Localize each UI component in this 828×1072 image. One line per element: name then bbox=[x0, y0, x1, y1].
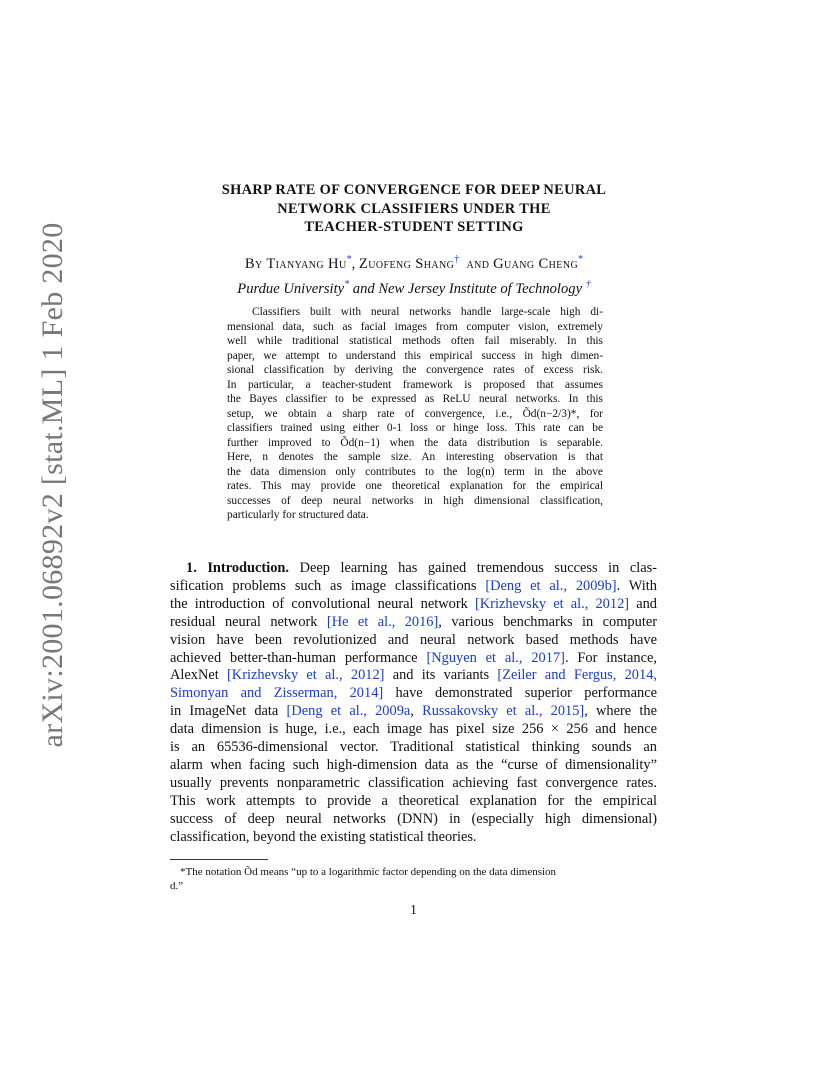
page-number: 1 bbox=[410, 902, 417, 917]
footnote bbox=[170, 865, 657, 893]
abstract-line: sional classification by deriving the convergence rates of excess risk. bbox=[227, 364, 603, 376]
author-conjunction: and bbox=[466, 255, 490, 272]
author-list: By Tianyang Hu*, Zuofeng Shang† and Guang Cheng* bbox=[244, 254, 584, 272]
abstract-line: In particular, a teacher-student framework is proposed that assumes bbox=[227, 378, 603, 391]
abstract-line: further improved to Õd(n−1) when the data distribution is separable. bbox=[227, 436, 603, 449]
body-line: vision have been revolutionized and neural network based methods have bbox=[170, 631, 657, 648]
abstract-line: particularly for structured data. bbox=[227, 509, 369, 521]
abstract-line: rates. This may provide one theoretical explanation for the empirical bbox=[227, 480, 603, 492]
body-line: data dimension is huge, i.e., each image has pixel size 256 × 256 and hence bbox=[170, 721, 657, 738]
citation-link[interactable]: [Nguyen et al., 2017] bbox=[426, 649, 565, 666]
body-line: 1. Introduction. Deep learning has gained tremendous success in clas- bbox=[186, 560, 657, 576]
abstract-line: well while traditional statistical methods often fail miserably. In this bbox=[227, 335, 603, 347]
affiliation-mark: † bbox=[585, 279, 591, 290]
abstract-line: Here, n denotes the sample size. An interesting observation is that bbox=[227, 451, 603, 463]
affiliation-name: Purdue University bbox=[237, 280, 345, 297]
author-name: Guang Cheng bbox=[493, 255, 579, 272]
body-line: the introduction of convolutional neural network [Krizhevsky et al., 2012] and bbox=[170, 595, 657, 612]
body-line: sification problems such as image classifications [Deng et al., 2009b]. With bbox=[170, 577, 657, 594]
citation-link[interactable]: [Zeiler and Fergus, 2014, bbox=[497, 667, 657, 684]
affiliation-name: and New Jersey Institute of Technology bbox=[349, 280, 586, 297]
abstract-line: paper, we attempt to understand this empirical success in high dimen- bbox=[227, 349, 603, 362]
section-heading: 1. Introduction. bbox=[186, 560, 290, 576]
body-line: alarm when facing such high-dimension data as the “curse of dimensionality” bbox=[170, 756, 657, 773]
arxiv-identifier-stamp: arXiv:2001.06892v2 [stat.ML] 1 Feb 2020 bbox=[36, 222, 69, 748]
body-line: classification, beyond the existing statistical theories. bbox=[170, 828, 477, 845]
title-line: SHARP RATE OF CONVERGENCE FOR DEEP NEURAL bbox=[221, 182, 607, 198]
abstract bbox=[227, 305, 603, 523]
body-line: in ImageNet data [Deng et al., 2009a, Russakovsky et al., 2015], where the bbox=[170, 703, 657, 720]
citation-link[interactable]: Russakovsky et al., 2015] bbox=[422, 703, 585, 720]
body-line: achieved better-than-human performance [Nguyen et al., 2017]. For instance, bbox=[170, 649, 658, 666]
affiliation-mark: * bbox=[346, 254, 352, 265]
body-line: residual neural network [He et al., 2016], various benchmarks in computer bbox=[170, 613, 657, 630]
body-line: usually prevents nonparametric classification achieving fast convergence rates. bbox=[170, 774, 657, 791]
citation-link[interactable]: [Krizhevsky et al., 2012] bbox=[227, 667, 385, 684]
footnote-line: d.” bbox=[170, 880, 184, 892]
citation-link[interactable]: [Krizhevsky et al., 2012] bbox=[474, 595, 630, 612]
abstract-line: Classifiers built with neural networks handle large-scale high di- bbox=[252, 306, 603, 318]
title-line: TEACHER-STUDENT SETTING bbox=[304, 219, 524, 235]
author-prefix: By bbox=[244, 255, 263, 272]
abstract-line: setup, we obtain a sharp rate of convergence, i.e., Õd(n−2/3)*, for bbox=[227, 407, 603, 420]
introduction-section bbox=[170, 560, 657, 847]
affiliations bbox=[170, 279, 658, 298]
footnote-divider bbox=[170, 859, 268, 860]
citation-link[interactable]: [Deng et al., 2009a bbox=[286, 703, 411, 720]
body-line: success of deep neural networks (DNN) in (especially high dimensional) bbox=[170, 810, 657, 827]
abstract-line: classifiers trained using either 0-1 loss or hinge loss. This rate can be bbox=[227, 422, 603, 434]
paper-title bbox=[170, 181, 658, 237]
footnote-line: *The notation Õd means “up to a logarithmic factor depending on the data dimension bbox=[180, 866, 557, 878]
author-name: Zuofeng Shang bbox=[358, 255, 455, 272]
body-line: Simonyan and Zisserman, 2014] have demonstrated superior performance bbox=[170, 685, 657, 702]
abstract-line: the Bayes classifier to be expressed as ReLU neural networks. In this bbox=[227, 393, 603, 405]
abstract-line: the data dimension only contributes to the log(n) term in the above bbox=[227, 465, 603, 478]
body-line: This work attempts to provide a theoretical explanation for the empirical bbox=[170, 792, 657, 809]
affiliation-mark: * bbox=[578, 254, 584, 265]
affiliation-mark: * bbox=[344, 279, 350, 290]
citation-link[interactable]: [Deng et al., 2009b] bbox=[485, 577, 617, 594]
affiliation-mark: † bbox=[454, 254, 460, 265]
body-line: AlexNet [Krizhevsky et al., 2012] and its variants [Zeiler and Fergus, 2014, bbox=[170, 667, 657, 684]
author-name: Tianyang Hu bbox=[266, 255, 347, 272]
title-line: NETWORK CLASSIFIERS UNDER THE bbox=[277, 200, 551, 217]
abstract-line: mensional data, such as facial images from computer vision, extremely bbox=[227, 320, 603, 333]
citation-link[interactable]: [He et al., 2016] bbox=[326, 613, 439, 630]
body-line: is an 65536-dimensional vector. Traditional statistical thinking sounds an bbox=[170, 739, 657, 756]
abstract-line: successes of deep neural networks in high dimensional classification, bbox=[227, 494, 603, 507]
citation-link[interactable]: Simonyan and Zisserman, 2014] bbox=[170, 685, 384, 702]
